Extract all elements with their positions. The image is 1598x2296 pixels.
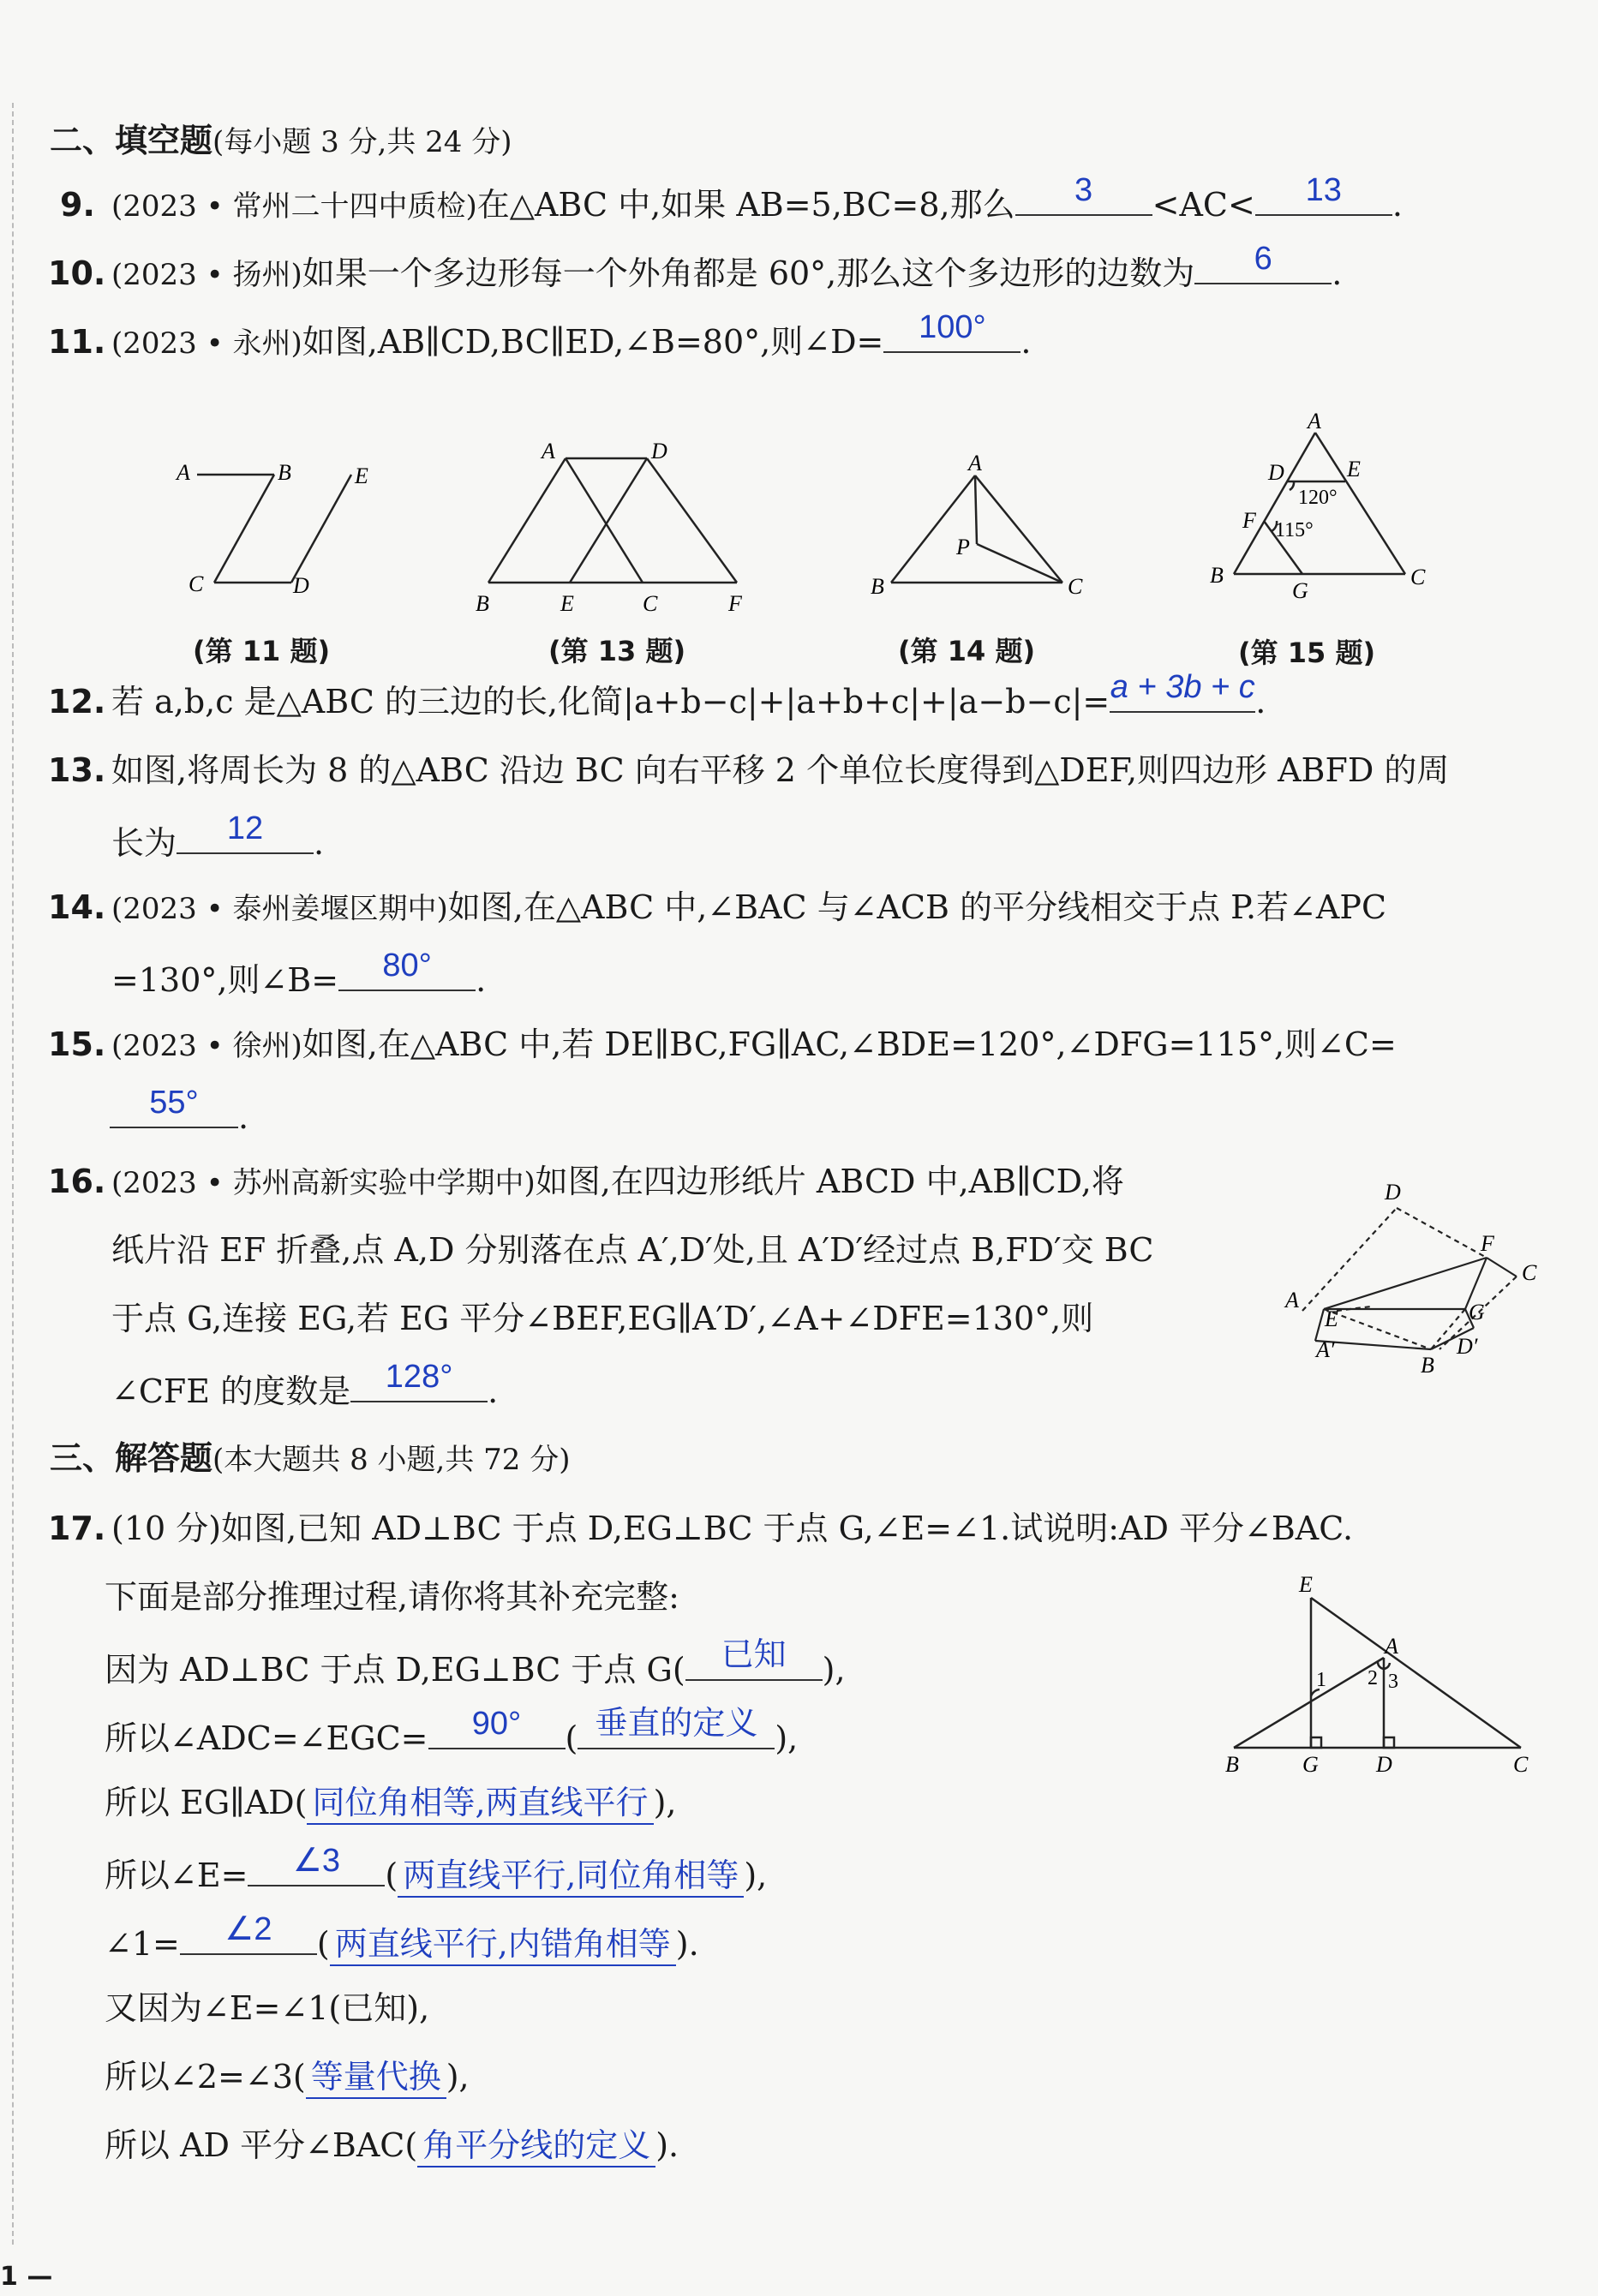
- point-label: F: [728, 591, 742, 616]
- answer-text: 128°: [385, 1359, 453, 1395]
- proof-text: 所以∠ADC=∠EGC=: [105, 1719, 428, 1757]
- point-label: D: [651, 439, 667, 463]
- question-source: (2023 • 徐州): [111, 1029, 302, 1063]
- figure-11: [171, 454, 394, 612]
- angle-label: 120°: [1298, 487, 1338, 509]
- figure-13-caption: (第 13 题): [548, 635, 686, 667]
- point-label: A: [968, 451, 982, 475]
- figure-16-svg: [1285, 1182, 1542, 1388]
- point-label: P: [956, 535, 970, 559]
- answer-blank[interactable]: [248, 1843, 385, 1886]
- punctuation: .: [1255, 683, 1266, 720]
- answer-blank[interactable]: [685, 1637, 823, 1681]
- point-label: D: [293, 573, 309, 598]
- point-label: B: [1421, 1353, 1434, 1378]
- proof-text: ),: [744, 1857, 768, 1894]
- figure-15-caption: (第 15 题): [1238, 637, 1376, 669]
- q17-step-8: [105, 2125, 679, 2167]
- point-label: E: [1347, 457, 1361, 481]
- answer-text: ∠2: [224, 1911, 272, 1947]
- question-16-line3: [111, 1298, 1093, 1339]
- punctuation: .: [476, 961, 487, 999]
- answer-blank[interactable]: [428, 1706, 566, 1749]
- figure-17: [1217, 1572, 1542, 1785]
- answer-text[interactable]: 两直线平行,内错角相等: [330, 1923, 676, 1966]
- angle-label: 2: [1368, 1667, 1378, 1689]
- point-label: D: [1268, 460, 1284, 485]
- q17-intro: [105, 1576, 679, 1617]
- punctuation: .: [1392, 186, 1403, 224]
- proof-text: ),: [822, 1651, 846, 1689]
- question-number: 11.: [48, 323, 106, 361]
- question-14-cont: [111, 948, 487, 1001]
- answer-blank[interactable]: [350, 1359, 488, 1402]
- section-3-header: [50, 1438, 570, 1480]
- section-3-title: 三、解答题: [50, 1439, 213, 1477]
- point-label: E: [1325, 1306, 1338, 1331]
- question-text: 若 a,b,c 是△ABC 的三边的长,化简|a+b−c|+|a+b+c|+|a−b−c|=: [111, 683, 1110, 720]
- figure-11-svg: [171, 454, 394, 608]
- question-source: (2023 • 永州): [111, 326, 302, 361]
- question-text: 如图,在△ABC 中,∠BAC 与∠ACB 的平分线相交于点 P.若∠APC: [447, 888, 1387, 926]
- question-15: [48, 1024, 1397, 1067]
- point-label: B: [1225, 1752, 1239, 1777]
- answer-blank[interactable]: [177, 810, 314, 854]
- point-label: E: [560, 591, 574, 616]
- section-2-header: [50, 120, 512, 163]
- question-16-line4: [111, 1359, 499, 1412]
- point-label: C: [1068, 574, 1083, 599]
- answer-text[interactable]: 角平分线的定义: [417, 2125, 655, 2167]
- point-label: C: [643, 591, 658, 616]
- point-label: C: [1410, 565, 1426, 589]
- question-text: 下面是部分推理过程,请你将其补充完整:: [105, 1578, 679, 1616]
- answer-text[interactable]: 等量代换: [306, 2056, 446, 2099]
- binding-margin-line: [12, 103, 14, 2245]
- point-label: B: [278, 460, 291, 485]
- figure-13-svg: [471, 441, 763, 621]
- point-label: E: [1299, 1572, 1313, 1597]
- answer-text[interactable]: 同位角相等,两直线平行: [307, 1782, 653, 1825]
- answer-blank[interactable]: [883, 309, 1020, 353]
- proof-text: 所以 AD 平分∠BAC(: [105, 2126, 418, 2164]
- question-16-line2: [111, 1229, 1153, 1271]
- angle-label: 3: [1388, 1671, 1398, 1693]
- proof-text: 因为 AD⊥BC 于点 D,EG⊥BC 于点 G(: [105, 1651, 685, 1689]
- proof-text: ),: [653, 1784, 677, 1821]
- question-number: 13.: [48, 751, 106, 789]
- point-label: D′: [1457, 1334, 1478, 1359]
- answer-blank[interactable]: [578, 1706, 775, 1749]
- answer-text: 90°: [471, 1706, 522, 1742]
- point-label: A: [177, 460, 190, 485]
- question-text: 如果一个多边形每一个外角都是 60°,那么这个多边形的边数为: [302, 254, 1195, 292]
- point-label: E: [355, 463, 368, 488]
- question-text: 如图,AB∥CD,BC∥ED,∠B=80°,则∠D=: [302, 323, 884, 361]
- question-source: (2023 • 苏州高新实验中学期中): [111, 1166, 536, 1200]
- answer-text: 80°: [382, 948, 432, 984]
- q17-step-4: [105, 1843, 768, 1898]
- question-text: 在△ABC 中,如果 AB=5,BC=8,那么: [476, 186, 1015, 224]
- punctuation: .: [314, 824, 325, 862]
- angle-label: 1: [1316, 1669, 1326, 1691]
- question-9: [60, 172, 1403, 227]
- question-number: 9.: [60, 186, 95, 224]
- point-label: G: [1302, 1752, 1319, 1777]
- proof-text: (: [316, 1925, 330, 1963]
- answer-text: a + 3b + c: [1110, 669, 1255, 705]
- answer-text: 3: [1074, 172, 1093, 208]
- question-text: (10 分)如图,已知 AD⊥BC 于点 D,EG⊥BC 于点 G,∠E=∠1.试说明:AD 平分∠BAC.: [111, 1510, 1354, 1547]
- figure-15-svg: [1200, 411, 1439, 608]
- figure-16: [1285, 1182, 1542, 1391]
- question-14: [48, 887, 1386, 930]
- question-text: 长为: [111, 824, 177, 862]
- question-number: 10.: [48, 254, 106, 292]
- punctuation: .: [238, 1098, 249, 1136]
- question-13-cont: [111, 810, 325, 864]
- figure-14-svg: [865, 451, 1097, 613]
- question-number: 14.: [48, 888, 106, 926]
- proof-text: 所以 EG∥AD(: [105, 1784, 308, 1821]
- figure-11-caption: (第 11 题): [193, 635, 331, 667]
- question-16: [48, 1161, 1124, 1204]
- section-2-note: (每小题 3 分,共 24 分): [212, 125, 512, 159]
- question-11: [48, 309, 1032, 364]
- question-text: 纸片沿 EF 折叠,点 A,D 分别落在点 A′,D′处,且 A′D′经过点 B,FD′交 BC: [111, 1231, 1154, 1269]
- figure-17-svg: [1217, 1572, 1542, 1782]
- answer-text: 6: [1254, 241, 1272, 277]
- proof-text: 所以∠2=∠3(: [105, 2058, 306, 2096]
- q17-step-7: [105, 2056, 470, 2099]
- figure-14-caption: (第 14 题): [898, 635, 1036, 667]
- answer-text[interactable]: 两直线平行,同位角相等: [398, 1855, 744, 1898]
- q17-step-5: [105, 1911, 699, 1966]
- question-number: 17.: [48, 1510, 106, 1547]
- question-text: 如图,在△ABC 中,若 DE∥BC,FG∥AC,∠BDE=120°,∠DFG=115°,则∠C=: [302, 1025, 1397, 1063]
- angle-label: 115°: [1275, 519, 1314, 541]
- point-label: A: [1308, 409, 1321, 433]
- question-12: [48, 669, 1266, 722]
- question-text: ∠CFE 的度数是: [111, 1372, 351, 1410]
- proof-text: ∠1=: [105, 1925, 180, 1963]
- figure-14: [865, 451, 1097, 616]
- question-source: (2023 • 泰州姜堰区期中): [111, 892, 448, 926]
- point-label: C: [1522, 1260, 1537, 1285]
- q17-step-1: [105, 1637, 846, 1690]
- q17-step-6: [105, 1988, 429, 2029]
- proof-text: 所以∠E=: [105, 1857, 248, 1894]
- answer-blank[interactable]: [338, 948, 476, 991]
- point-label: D: [1376, 1752, 1392, 1777]
- point-label: D: [1385, 1180, 1401, 1205]
- question-source: (2023 • 常州二十四中质检): [111, 189, 477, 224]
- question-13: [48, 750, 1449, 791]
- answer-text: 12: [226, 810, 264, 846]
- point-label: B: [1210, 563, 1224, 588]
- punctuation: .: [1020, 323, 1032, 361]
- point-label: A′: [1316, 1337, 1335, 1362]
- question-text: 如图,将周长为 8 的△ABC 沿边 BC 向右平移 2 个单位长度得到△DEF,则四边形 ABFD 的周: [111, 751, 1450, 789]
- answer-text: 垂直的定义: [595, 1706, 758, 1742]
- question-text: 于点 G,连接 EG,若 EG 平分∠BEF,EG∥A′D′,∠A+∠DFE=130°,则: [111, 1300, 1094, 1337]
- proof-text: 又因为∠E=∠1(已知),: [105, 1989, 430, 2027]
- punctuation: .: [488, 1372, 499, 1410]
- point-label: B: [476, 591, 489, 616]
- question-17: [48, 1508, 1353, 1549]
- answer-text: 100°: [919, 309, 986, 345]
- point-label: F: [1481, 1231, 1494, 1256]
- point-label: C: [1513, 1752, 1529, 1777]
- answer-text: 已知: [721, 1637, 787, 1673]
- punctuation: .: [1332, 254, 1343, 292]
- point-label: G: [1292, 578, 1308, 603]
- question-15-cont: [110, 1085, 249, 1138]
- question-source: (2023 • 扬州): [111, 258, 302, 292]
- answer-text: 55°: [149, 1085, 199, 1121]
- proof-text: (: [385, 1857, 398, 1894]
- question-number: 15.: [48, 1025, 106, 1063]
- answer-text: ∠3: [292, 1843, 341, 1879]
- answer-blank[interactable]: [1194, 241, 1332, 284]
- section-3-note: (本大题共 8 小题,共 72 分): [212, 1443, 571, 1477]
- question-number: 12.: [48, 683, 106, 720]
- proof-text: ),: [446, 2058, 470, 2096]
- figure-15: [1200, 411, 1439, 612]
- answer-blank[interactable]: [110, 1085, 238, 1128]
- point-label: C: [189, 571, 204, 596]
- q17-step-3: [105, 1782, 676, 1825]
- answer-blank[interactable]: [1110, 669, 1255, 713]
- proof-text: ),: [775, 1719, 799, 1757]
- point-label: B: [871, 574, 884, 599]
- point-label: G: [1469, 1300, 1485, 1324]
- q17-step-2: [105, 1706, 799, 1759]
- proof-text: ).: [675, 1925, 699, 1963]
- figure-13: [471, 441, 763, 625]
- question-10: [48, 241, 1343, 296]
- question-text: 如图,在四边形纸片 ABCD 中,AB∥CD,将: [535, 1163, 1124, 1200]
- answer-blank[interactable]: [1015, 172, 1152, 216]
- point-label: A: [1385, 1634, 1398, 1659]
- answer-blank[interactable]: [1255, 172, 1392, 216]
- point-label: A: [1285, 1288, 1299, 1312]
- page-number: 1 —: [0, 2262, 53, 2292]
- section-2-title: 二、填空题: [50, 122, 213, 159]
- proof-text: ).: [655, 2126, 679, 2164]
- answer-blank[interactable]: [180, 1911, 317, 1955]
- answer-text: 13: [1305, 172, 1342, 208]
- question-number: 16.: [48, 1163, 106, 1200]
- question-text: =130°,则∠B=: [111, 961, 339, 999]
- question-text: <AC<: [1152, 186, 1255, 224]
- point-label: F: [1242, 508, 1256, 533]
- proof-text: (: [565, 1719, 578, 1757]
- point-label: A: [542, 439, 555, 463]
